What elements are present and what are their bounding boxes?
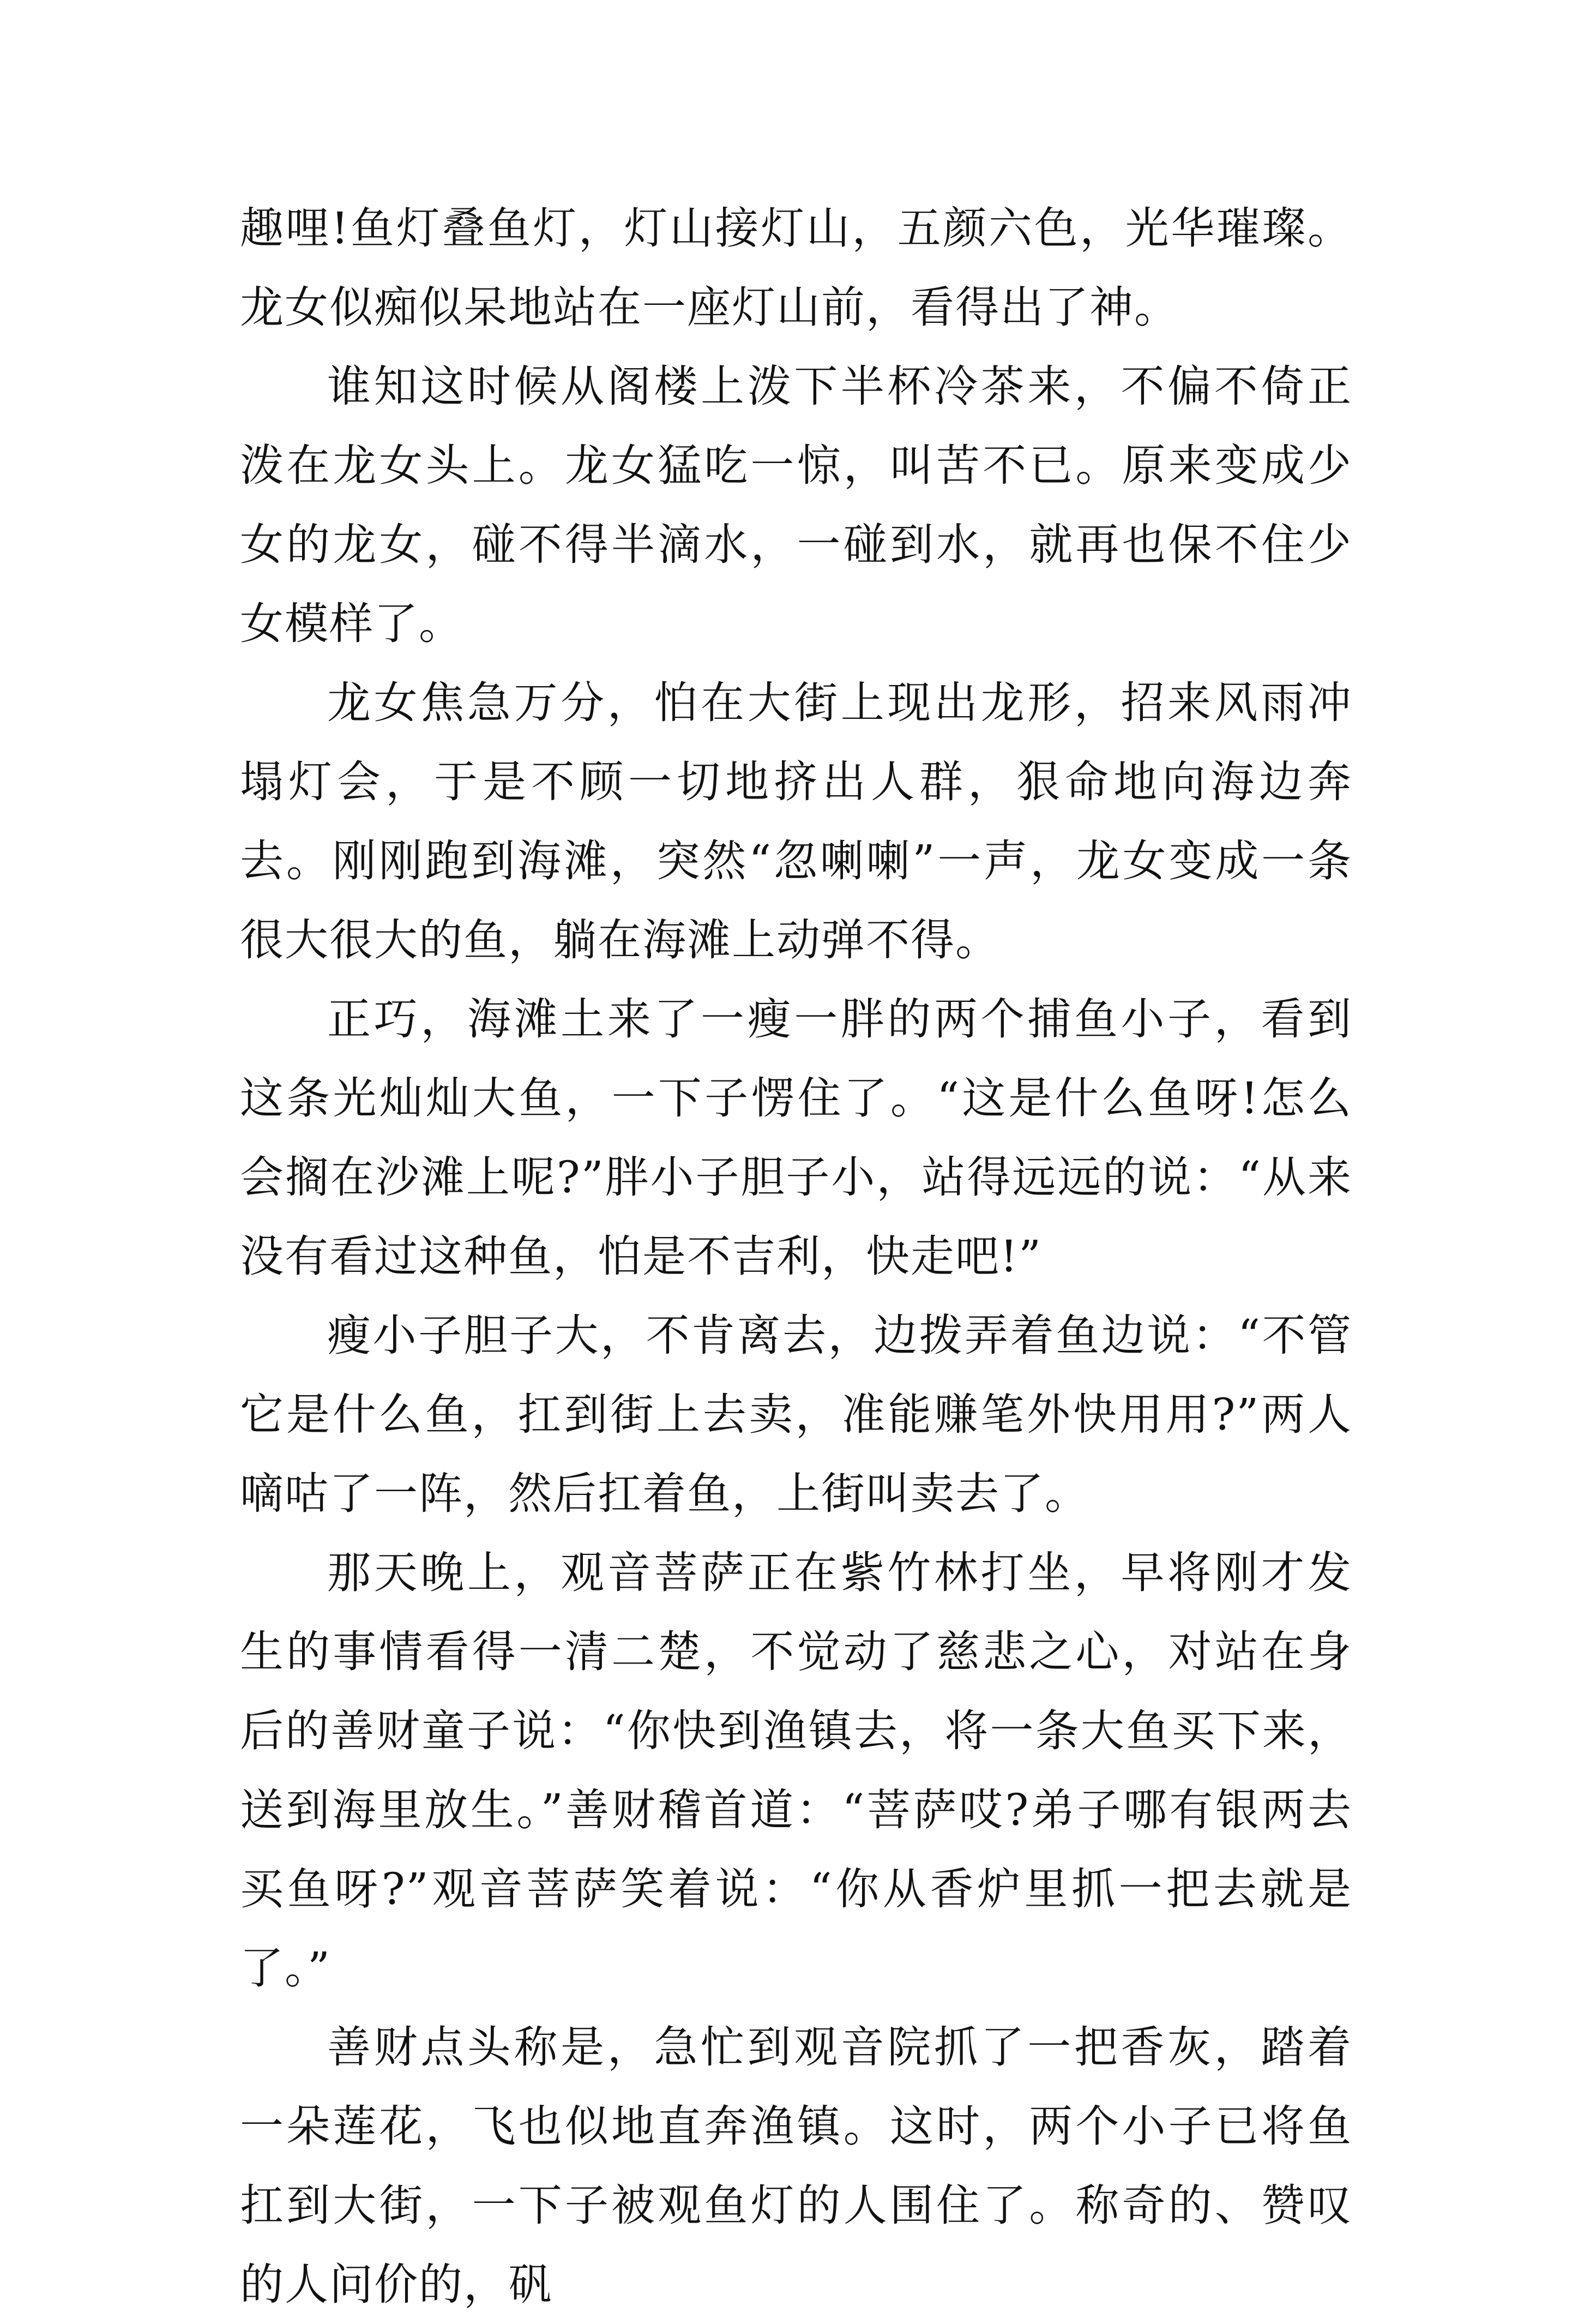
paragraph-7: 善财点头称是，急忙到观音院抓了一把香灰，踏着一朵莲花，飞也似地直奔渔镇。这时，两个小子已将鱼扛到大街，一下子被观鱼灯的人围住了。称奇的、赞叹的人问价的，矾 xyxy=(240,2022,1352,2310)
paragraph-2: 谁知这时候从阁楼上泼下半杯冷茶来，不偏不倚正泼在龙女头上。龙女猛吃一惊，叫苦不已。原来变成少女的龙女，碰不得半滴水，一碰到水，就再也保不住少女模样了。 xyxy=(240,361,1352,649)
paragraph-3: 龙女焦急万分，怕在大街上现出龙形，招来风雨冲塌灯会，于是不顾一切地挤出人群，狠命地向海边奔去。刚刚跑到海滩，突然“忽喇喇”一声，龙女变成一条很大很大的鱼，躺在海滩上动弹不得。 xyxy=(240,677,1352,965)
paragraph-1: 趣哩!鱼灯叠鱼灯，灯山接灯山，五颜六色，光华璀璨。龙女似痴似呆地站在一座灯山前，看得出了神。 xyxy=(240,203,1352,333)
paragraph-6: 那天晚上，观音菩萨正在紫竹林打坐，早将刚才发生的事情看得一清二楚，不觉动了慈悲之心，对站在身后的善财童子说：“你快到渔镇去，将一条大鱼买下来，送到海里放生。”善财稽首道：“菩萨哎?弟子哪有银两去买鱼呀?”观音菩萨笑着说：“你从香炉里抓一把去就是了。” xyxy=(240,1547,1352,1993)
story-text xyxy=(240,189,1352,2324)
paragraph-5: 瘦小子胆子大，不肯离去，边拨弄着鱼边说：“不管它是什么鱼，扛到街上去卖，准能赚笔外快用用?”两人嘀咕了一阵，然后扛着鱼，上街叫卖去了。 xyxy=(240,1310,1352,1519)
paragraph-4: 正巧，海滩土来了一瘦一胖的两个捕鱼小子，看到这条光灿灿大鱼，一下子愣住了。“这是什么鱼呀!怎么会搁在沙滩上呢?”胖小子胆子小，站得远远的说：“从来没有看过这种鱼，怕是不吉利，快走吧!” xyxy=(240,994,1352,1282)
